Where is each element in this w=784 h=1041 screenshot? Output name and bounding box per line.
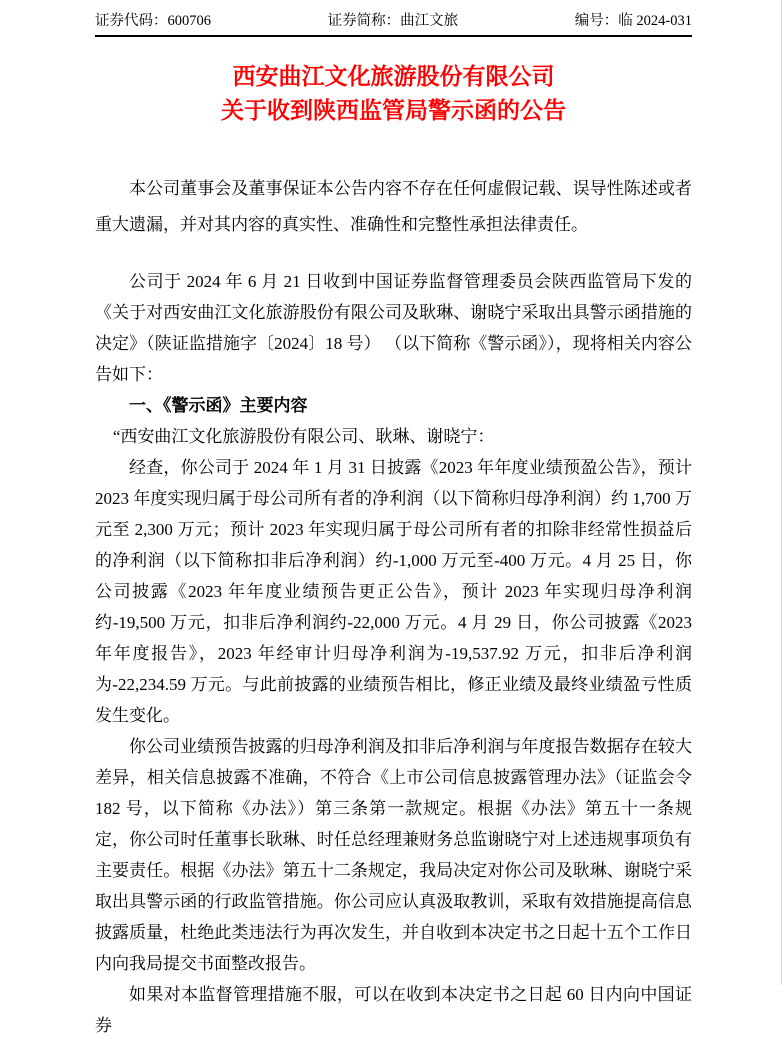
stock-code: 证券代码：600706 xyxy=(95,13,211,29)
warning-letter-salutation: “西安曲江文化旅游股份有限公司、耿琳、谢晓宁： xyxy=(112,427,495,446)
section1-heading: 一、《警示函》主要内容 xyxy=(129,396,308,415)
board-disclaimer-paragraph: 本公司董事会及董事保证本公告内容不存在任何虚假记载、误导性陈述或者重大遗漏，并对其内容的真实性、准确性和完整性承担法律责任。 xyxy=(95,179,692,234)
warning-letter-paragraph-3: 如果对本监督管理措施不服，可以在收到本决定书之日起 60 日内向中国证券 xyxy=(95,985,692,1035)
page-title-line2: 关于收到陕西监管局警示函的公告 xyxy=(221,97,566,123)
page-right-edge-line xyxy=(781,0,782,985)
warning-letter-paragraph-2: 你公司业绩预告披露的归母净利润及扣非后净利润与年度报告数据存在较大差异，相关信息披露不准确，不符合《上市公司信息披露管理办法》（证监会令 182 号，以下简称《办法》）第三条第一款规定。根据《办法》第五十一条规定，你公司时任董事长耿琳、时任总经理兼财务总监谢晓宁对上述违规事项负有主要责任。根据《办法》第五十二条规定，我局决定对你公司及耿琳、谢晓宁采取出具警示函的行政监管措施。你公司应认真汲取教训，采取有效措施提高信息披露质量，杜绝此类违法行为再次发生，并自收到本决定书之日起十五个工作日内向我局提交书面整改报告。 xyxy=(95,737,692,973)
page-title xyxy=(95,59,692,127)
announcement-number: 编号：临 2024-031 xyxy=(574,13,692,29)
stock-short-name: 证券简称：曲江文旅 xyxy=(327,13,459,29)
warning-letter-paragraph-1: 经查，你公司于 2024 年 1 月 31 日披露《2023 年年度业绩预盈公告》，预计 2023 年度实现归属于母公司所有者的净利润（以下简称归母净利润）约 1,700 万元至 2,300 万元；预计 2023 年实现归属于母公司所有者的扣除非经常性损益后的净利润（以下简称扣非后净利润）约-1,000 万元至-400 万元。4 月 25 日，你公司披露《2023 年年度业绩预告更正公告》，预计 2023 年实现归母净利润约-19,500 万元，扣非后净利润约-22,000 万元。4 月 29 日，你公司披露《2023 年年度报告》，2023 年经审计归母净利润为-19,537.92 万元，扣非后净利润为-22,234.59 万元。与此前披露的业绩预告相比，修正业绩及最终业绩盈亏性质发生变化。 xyxy=(95,458,692,725)
page-title-line1: 西安曲江文化旅游股份有限公司 xyxy=(232,63,555,89)
intro-paragraph: 公司于 2024 年 6 月 21 日收到中国证券监督管理委员会陕西监管局下发的《关于对西安曲江文化旅游股份有限公司及耿琳、谢晓宁采取出具警示函措施的决定》（陕证监措施字〔2024〕18 号） （以下简称《警示函》），现将相关内容公告如下： xyxy=(95,272,692,384)
document-content xyxy=(95,0,692,1041)
securities-header-row xyxy=(95,0,692,37)
